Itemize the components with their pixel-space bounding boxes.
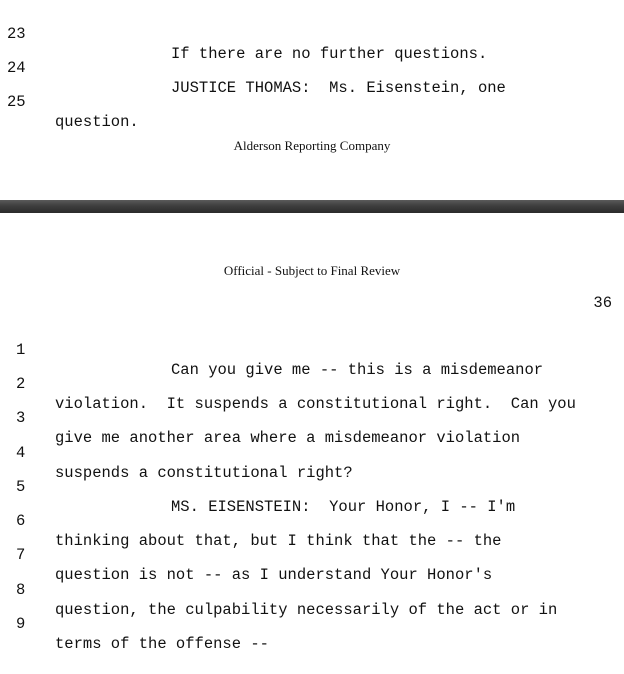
line-number: 2 <box>16 375 26 393</box>
transcript-line <box>0 72 624 131</box>
line-text: suspends a constitutional right? <box>55 464 353 482</box>
line-text: If there are no further questions. <box>171 45 488 63</box>
page-number: 36 <box>593 294 612 312</box>
line-text: give me another area where a misdemeanor violation <box>55 429 521 447</box>
line-text: question is not -- as I understand Your Honor's <box>55 566 493 584</box>
line-text: MS. EISENSTEIN: Your Honor, I -- I'm <box>171 498 516 516</box>
page-divider <box>0 200 624 213</box>
line-number: 1 <box>16 341 26 359</box>
line-number: 23 <box>7 25 26 43</box>
transcript-line <box>0 491 624 550</box>
line-number: 25 <box>7 93 26 111</box>
transcript-line <box>0 354 624 413</box>
page-footer: Alderson Reporting Company <box>233 138 391 153</box>
line-number: 7 <box>16 546 26 564</box>
line-number: 5 <box>16 478 26 496</box>
transcript-line <box>0 525 624 584</box>
line-number: 24 <box>7 59 26 77</box>
line-number: 3 <box>16 409 26 427</box>
line-text: JUSTICE THOMAS: Ms. Eisenstein, one <box>171 79 506 97</box>
page-header: Official - Subject to Final Review <box>223 263 401 278</box>
line-text: thinking about that, but I think that the -- the <box>55 532 502 550</box>
line-text: question. <box>55 113 139 131</box>
line-number: 4 <box>16 444 26 462</box>
transcript-line <box>0 38 624 97</box>
line-number: 9 <box>16 615 26 633</box>
line-number: 6 <box>16 512 26 530</box>
transcript-line <box>0 4 624 63</box>
transcript-line <box>0 457 624 516</box>
line-text: question, the culpability necessarily of the act or in <box>55 601 558 619</box>
transcript-line <box>0 320 624 379</box>
transcript-line <box>0 594 624 653</box>
line-number: 8 <box>16 581 26 599</box>
transcript-line <box>0 388 624 447</box>
line-text: Can you give me -- this is a misdemeanor <box>171 361 544 379</box>
transcript-line <box>0 560 624 619</box>
transcript-line <box>0 423 624 482</box>
line-text: terms of the offense -- <box>55 635 269 653</box>
line-text: violation. It suspends a constitutional right. Can you <box>55 395 576 413</box>
